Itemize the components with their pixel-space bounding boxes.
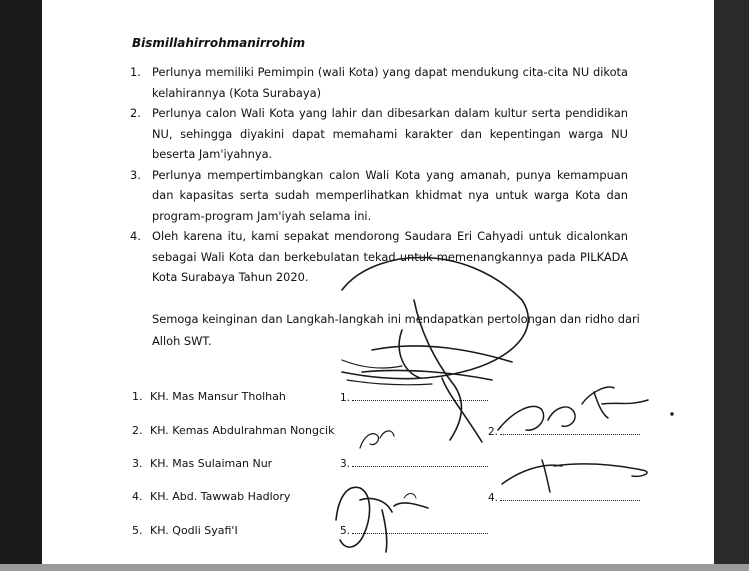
statement-item — [130, 165, 628, 227]
dotted-line — [352, 524, 488, 534]
slot-number: 5. — [340, 525, 351, 537]
statement-item — [130, 103, 628, 165]
slot-number: 2. — [488, 426, 499, 438]
signature-slot — [340, 391, 488, 404]
signature-3 — [360, 431, 394, 448]
statement-item — [130, 62, 628, 103]
signatory-name: KH. Mas Sulaiman Nur — [150, 457, 273, 470]
document-page — [42, 0, 714, 564]
statement-text: Oleh karena itu, kami sepakat mendorong Saudara Eri Cahyadi untuk dicalonkan sebagai Wali Kota dan berkebulatan tekad untuk memenangkannya pada PILKADA Kota Surabaya Tahun 2020. — [152, 229, 628, 284]
statement-list — [130, 62, 628, 288]
closing-prayer: Semoga keinginan dan Langkah-langkah ini mendapatkan pertolongan dan ridho dari Alloh SWT. — [152, 312, 640, 348]
statement-number: 4. — [130, 229, 141, 243]
signatory-name: KH. Abd. Tawwab Hadlory — [150, 490, 291, 503]
viewer-background-bottom — [0, 564, 749, 571]
statement-number: 1. — [130, 65, 141, 79]
signature-5 — [336, 487, 428, 552]
signature-4 — [502, 460, 647, 492]
signatory-number: 4. — [132, 490, 143, 503]
statement-text: Perlunya memiliki Pemimpin (wali Kota) yang dapat mendukung cita-cita NU dikota kelahirannya (Kota Surabaya) — [152, 65, 628, 100]
signatory-name: KH. Mas Mansur Tholhah — [150, 390, 286, 403]
dotted-line — [500, 425, 640, 435]
dotted-line — [352, 391, 488, 401]
signatory-name: KH. Kemas Abdulrahman Nongcik — [150, 424, 335, 437]
signatory-number: 1. — [132, 390, 143, 403]
statement-number: 3. — [130, 167, 141, 182]
signatory-number: 5. — [132, 524, 143, 537]
statement-text: Perlunya mempertimbangkan calon Wali Kota yang amanah, punya kemampuan dan kapasitas serta sudah memperlihatkan khidmat nya untuk warga Kota dan program-program Jam'iyah selama ini. — [152, 167, 628, 223]
signatory-name: KH. Qodli Syafi'I — [150, 524, 238, 537]
signature-2 — [498, 387, 648, 430]
signature-slot — [488, 491, 640, 504]
slot-number: 1. — [340, 392, 351, 404]
dotted-line — [352, 457, 488, 467]
signature-slot — [488, 425, 640, 438]
statement-item — [130, 226, 628, 288]
viewer-background-right — [714, 0, 749, 571]
signatory-number: 2. — [132, 424, 143, 437]
signature-slot — [340, 524, 488, 537]
dotted-line — [500, 491, 640, 501]
document-heading: Bismillahirrohmanirrohim — [132, 36, 306, 50]
statement-text: Perlunya calon Wali Kota yang lahir dan dibesarkan dalam kultur serta pendidikan NU, sehingga diyakini dapat memahami karakter dan kepentingan warga NU beserta Jam'iyahnya. — [152, 106, 628, 161]
signatory-number: 3. — [132, 457, 143, 470]
statement-number: 2. — [130, 106, 141, 120]
signature-slot — [340, 457, 488, 470]
slot-number: 3. — [340, 458, 351, 470]
slot-number: 4. — [488, 492, 499, 504]
